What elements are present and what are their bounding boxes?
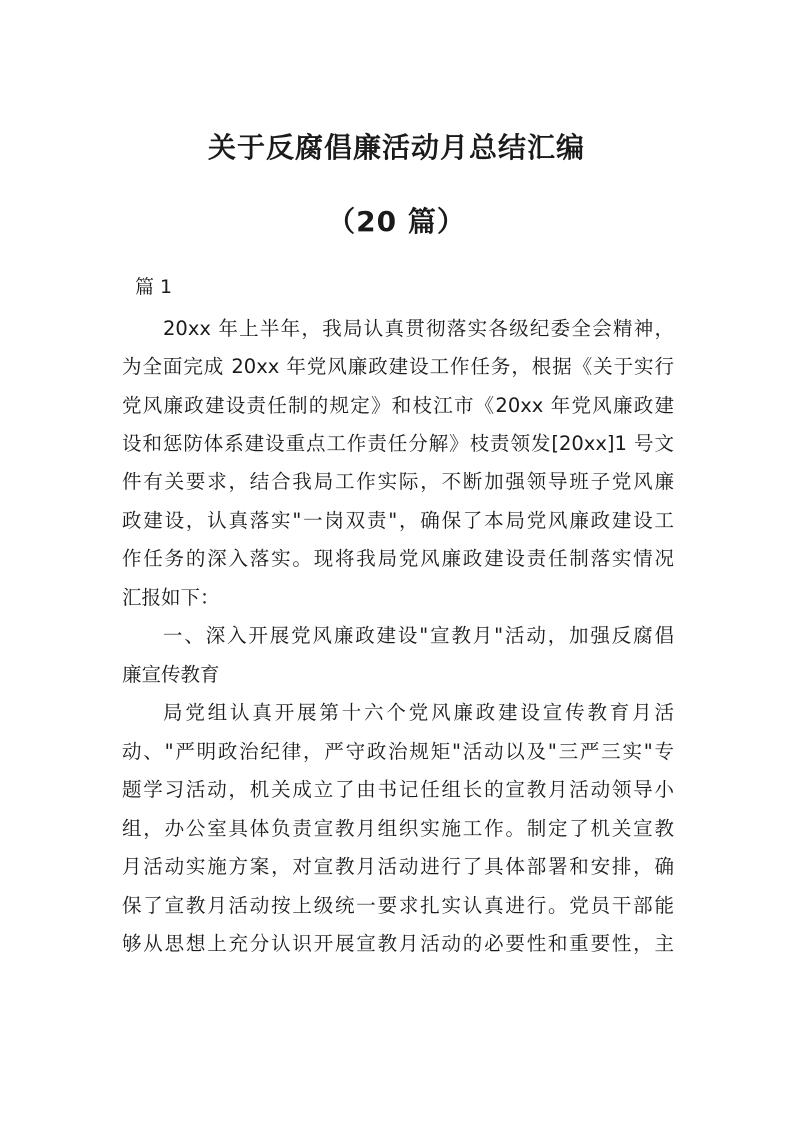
paragraph-line: 动、"严明政治纪律，严守政治规矩"活动以及"三严三实"专 [122, 740, 674, 763]
paragraph-line: 党风廉政建设责任制的规定》和枝江市《20xx 年党风廉政建 [122, 394, 674, 417]
paragraph-line: 为全面完成 20xx 年党风廉政建设工作任务，根据《关于实行 [122, 355, 674, 378]
paragraph-line: 够从思想上充分认识开展宣教月活动的必要性和重要性，主 [122, 932, 674, 955]
section-label: 篇 1 [135, 276, 173, 298]
paragraph-line: 组，办公室具体负责宣教月组织实施工作。制定了机关宣教 [122, 817, 674, 840]
document-title: 关于反腐倡廉活动月总结汇编 [207, 131, 585, 164]
paragraph-line: 汇报如下： [122, 586, 220, 609]
heading-line: 一、深入开展党风廉政建设"宣教月"活动，加强反腐倡 [163, 624, 674, 647]
paragraph-line: 题学习活动，机关成立了由书记任组长的宣教月活动领导小 [122, 778, 674, 801]
paragraph-line: 局党组认真开展第十六个党风廉政建设宣传教育月活 [163, 701, 674, 724]
paragraph-line: 件有关要求，结合我局工作实际，不断加强领导班子党风廉 [122, 470, 674, 493]
paragraph-line: 作任务的深入落实。现将我局党风廉政建设责任制落实情况 [122, 547, 674, 570]
paragraph-line: 20xx 年上半年，我局认真贯彻落实各级纪委全会精神， [163, 317, 674, 340]
paragraph-line: 设和惩防体系建设重点工作责任分解》枝责领发[20xx]1 号文 [122, 432, 674, 455]
paragraph-line: 保了宣教月活动按上级统一要求扎实认真进行。党员干部能 [122, 894, 674, 917]
document-subtitle: （20 篇） [327, 205, 466, 238]
paragraph-line: 月活动实施方案，对宣教月活动进行了具体部署和安排，确 [122, 855, 674, 878]
heading-line: 廉宣传教育 [122, 663, 220, 686]
paragraph-line: 政建设，认真落实"一岗双责"，确保了本局党风廉政建设工 [122, 509, 674, 532]
